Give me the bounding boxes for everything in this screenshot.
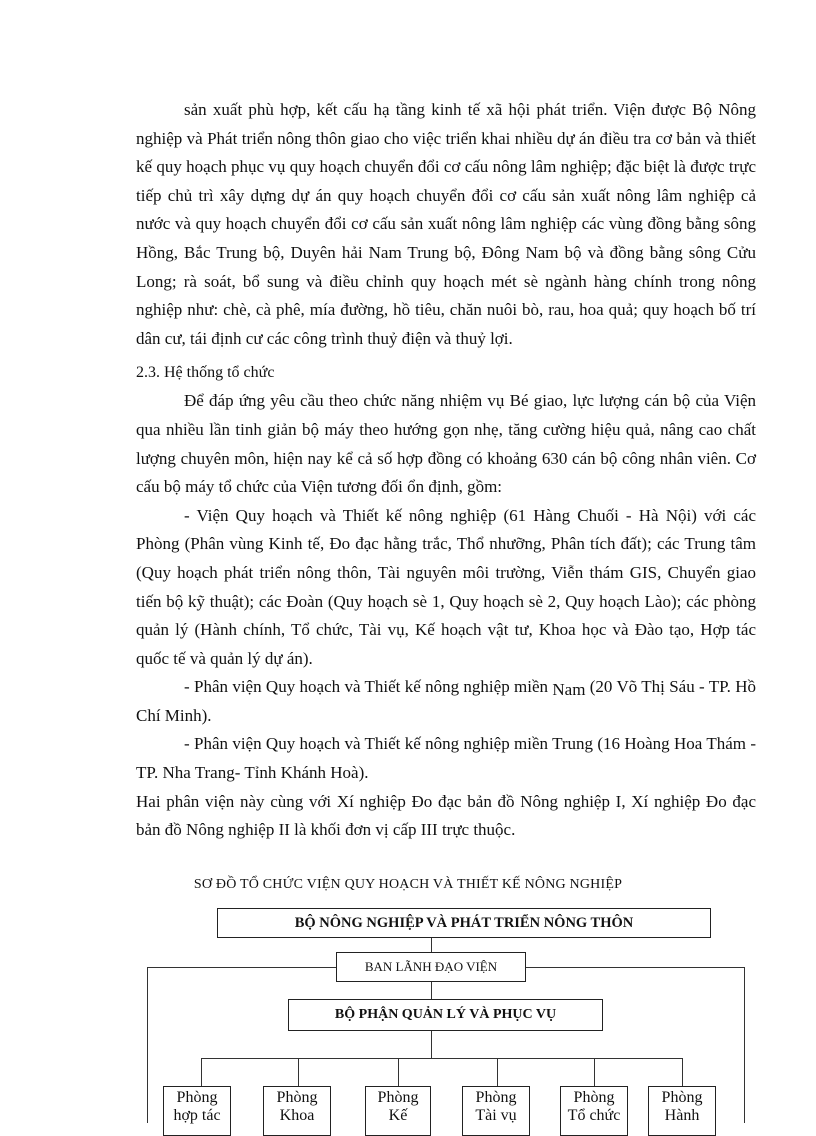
connector-room-5	[594, 1058, 595, 1086]
south-branch-nam: Nam	[552, 680, 586, 700]
connector-right-vertical	[744, 967, 745, 1123]
paragraph-closing: Hai phân viện này cùng với Xí nghiệp Đo đạc bản đồ Nông nghiệp I, Xí nghiệp Đo đạc bản đồ Nông nghiệp II là khối đơn vị cấp III trực thuộc.	[136, 791, 756, 840]
connector-ministry-board	[431, 938, 432, 952]
connector-rooms-horizontal	[201, 1058, 682, 1059]
room-box	[263, 1086, 331, 1136]
paragraph-2: Để đáp ứng yêu cầu theo chức năng nhiệm vụ Bé giao, lực lượng cán bộ của Viện qua nhiều lần tinh giản bộ máy theo hướng gọn nhẹ, tăng cường hiệu quả, nâng cao chất lượng chuyên môn, hiện nay kể cả số hợp đồng có khoảng 630 cán bộ công nhân viên. Cơ cấu bộ máy tổ chức của Viện tương đối ổn định, gồm:	[136, 391, 756, 497]
connector-room-6	[682, 1058, 683, 1086]
connector-room-1	[201, 1058, 202, 1086]
south-branch-text: - Phân viện Quy hoạch và Thiết kế nông nghiệp miền	[184, 677, 549, 697]
room-label-line1: Phòng	[377, 1089, 419, 1106]
paragraph-central-branch: - Phân viện Quy hoạch và Thiết kế nông nghiệp miền Trung (16 Hoàng Hoa Thám - TP. Nha Trang- Tỉnh Khánh Hoà).	[136, 734, 756, 783]
section-heading: 2.3. Hệ thống tổ chức	[136, 364, 275, 382]
room-label-line2: hợp tác	[173, 1107, 221, 1124]
room-box	[462, 1086, 530, 1136]
connector-dept-down	[431, 1031, 432, 1058]
room-label-line2: Tài vụ	[475, 1107, 517, 1124]
room-label-line2: Hành	[664, 1107, 700, 1124]
ministry-box: BỘ NÔNG NGHIỆP VÀ PHÁT TRIỂN NÔNG THÔN	[217, 908, 711, 938]
room-box	[365, 1086, 431, 1136]
connector-left-vertical	[147, 967, 148, 1123]
room-box	[648, 1086, 716, 1136]
room-box	[163, 1086, 231, 1136]
room-label-line2: Kế	[388, 1107, 408, 1124]
paragraph-3: - Viện Quy hoạch và Thiết kế nông nghiệp (61 Hàng Chuối - Hà Nội) với các Phòng (Phân vùng Kinh tế, Đo đạc hằng trắc, Thổ nhưỡng, Phân tích đất); các Trung tâm (Quy hoạch phát triển nông thôn, Tài nguyên môi trường, Viễn thám GIS, Chuyển giao tiến bộ kỹ thuật); các Đoàn (Quy hoạch sè 1, Quy hoạch sè 2, Quy hoạch Lào); các phòng quản lý (Hành chính, Tổ chức, Tài vụ, Kế hoạch vật tư, Khoa học và Đào tạo, Hợp tác quốc tế và quản lý dự án).	[136, 505, 756, 668]
connector-room-3	[398, 1058, 399, 1086]
connector-board-dept	[431, 982, 432, 999]
board-box: BAN LÃNH ĐẠO VIỆN	[336, 952, 526, 982]
connector-room-2	[298, 1058, 299, 1086]
south-branch-address: (20 Võ Thị Sáu - TP. Hồ Chí Minh).	[136, 677, 757, 725]
paragraph-1: sản xuất phù hợp, kết cấu hạ tầng kinh tế xã hội phát triển. Viện được Bộ Nông nghiệp và Phát triển nông thôn giao cho việc triển khai nhiều dự án điều tra cơ bản và thiết kế quy hoạch phục vụ quy hoạch chuyển đổi cơ cấu nông lâm nghiệp; đặc biệt là được trực tiếp chủ trì xây dựng dự án quy hoạch chuyển đổi cơ cấu sản xuất nông lâm nghiệp cả nước và quy hoạch chuyển đổi cơ cấu sản xuất nông lâm nghiệp các vùng đồng bằng sông Hồng, Bắc Trung bộ, Duyên hải Nam Trung bộ, Đông Nam bộ và đồng bằng sông Cửu Long; rà soát, bổ sung và điều chỉnh quy hoạch mét sè ngành hàng chính trong nông nghiệp như: chè, cà phê, mía đường, hồ tiêu, chăn nuôi bò, rau, hoa quả; quy hoạch bố trí dân cư, tái định cư các công trình thuỷ điện và thuỷ lợi.	[136, 100, 756, 348]
room-box	[560, 1086, 628, 1136]
room-label-line1: Phòng	[176, 1089, 218, 1106]
room-label-line1: Phòng	[573, 1089, 615, 1106]
admin-dept-box: BỘ PHẬN QUẢN LÝ VÀ PHỤC VỤ	[288, 999, 603, 1031]
room-label-line1: Phòng	[475, 1089, 517, 1106]
connector-room-4	[497, 1058, 498, 1086]
room-label-line2: Tổ chức	[567, 1107, 621, 1124]
room-label-line2: Khoa	[279, 1107, 315, 1124]
room-label-line1: Phòng	[276, 1089, 318, 1106]
org-chart-title: SƠ ĐỒ TỔ CHỨC VIỆN QUY HOẠCH VÀ THIẾT KẾ NÔNG NGHIỆP	[193, 877, 623, 892]
room-label-line1: Phòng	[661, 1089, 703, 1106]
